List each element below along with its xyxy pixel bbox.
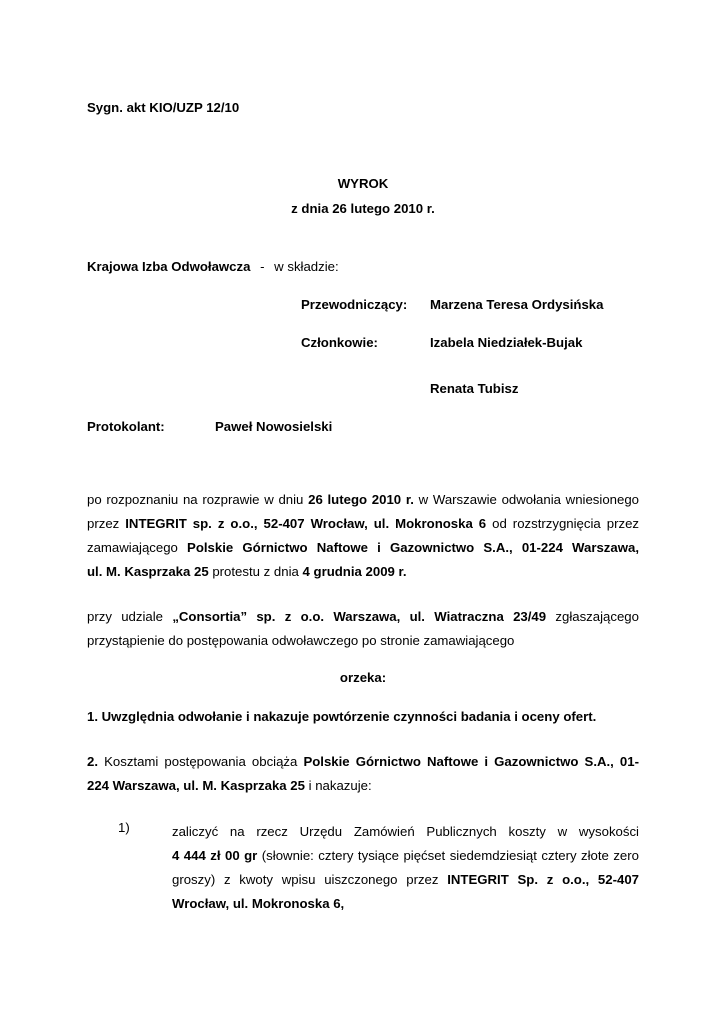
panel-dash: - xyxy=(260,259,265,274)
panel-composition: w składzie: xyxy=(274,259,339,274)
intro-paragraph: po rozpoznaniu na rozprawie w dniu 26 lutego 2010 r. w Warszawie odwołania wniesionego przez INTEGRIT sp. z o.o., 52-407 Wrocław, ul. Mokronoska 6 od rozstrzygnięcia przez zamawiającego Polskie Górnictwo Naftowe i Gazownictwo S.A., 01-224 Warszawa, ul. M. Kasprzaka 25 protestu z dnia 4 grudnia 2009 r. xyxy=(87,492,639,579)
point-2: 2. Kosztami postępowania obciąża Polskie Górnictwo Naftowe i Gazownictwo S.A., 01- 224 Warszawa, ul. M. Kasprzaka 25 i nakazuje: xyxy=(87,754,639,793)
chamber-name: Krajowa Izba Odwoławcza xyxy=(87,259,251,274)
panel-heading xyxy=(87,259,339,274)
chair-label: Przewodniczący: xyxy=(301,297,408,312)
member-name: Renata Tubisz xyxy=(430,381,519,396)
document-date: z dnia 26 lutego 2010 r. xyxy=(291,201,435,216)
members-label: Członkowie: xyxy=(301,335,378,350)
clerk-name: Paweł Nowosielski xyxy=(215,419,333,434)
case-signature: Sygn. akt KIO/UZP 12/10 xyxy=(87,100,240,115)
subpoint-1-number: 1) xyxy=(118,820,130,835)
subpoint-1: zaliczyć na rzecz Urzędu Zamówień Publicznych koszty w wysokości 4 444 zł 00 gr (słownie: cztery tysiące pięćset siedemdziesiąt cztery złote zero groszy) z kwoty wpisu uiszczonego przez INTEGRIT Sp. z o.o., 52-407 Wrocław, ul. Mokronoska 6, xyxy=(172,824,639,911)
point-1: 1. Uwzględnia odwołanie i nakazuje powtórzenie czynności badania i oceny ofert. xyxy=(87,709,597,724)
ruling-heading: orzeka: xyxy=(339,670,387,685)
document-title: WYROK xyxy=(337,176,389,191)
chair-name: Marzena Teresa Ordysińska xyxy=(430,297,604,312)
member-name: Izabela Niedziałek-Bujak xyxy=(430,335,583,350)
participation-paragraph: przy udziale „Consortia” sp. z o.o. Warszawa, ul. Wiatraczna 23/49 zgłaszającego przystąpienie do postępowania odwoławczego po stronie zamawiającego xyxy=(87,609,639,648)
clerk-label: Protokolant: xyxy=(87,419,165,434)
